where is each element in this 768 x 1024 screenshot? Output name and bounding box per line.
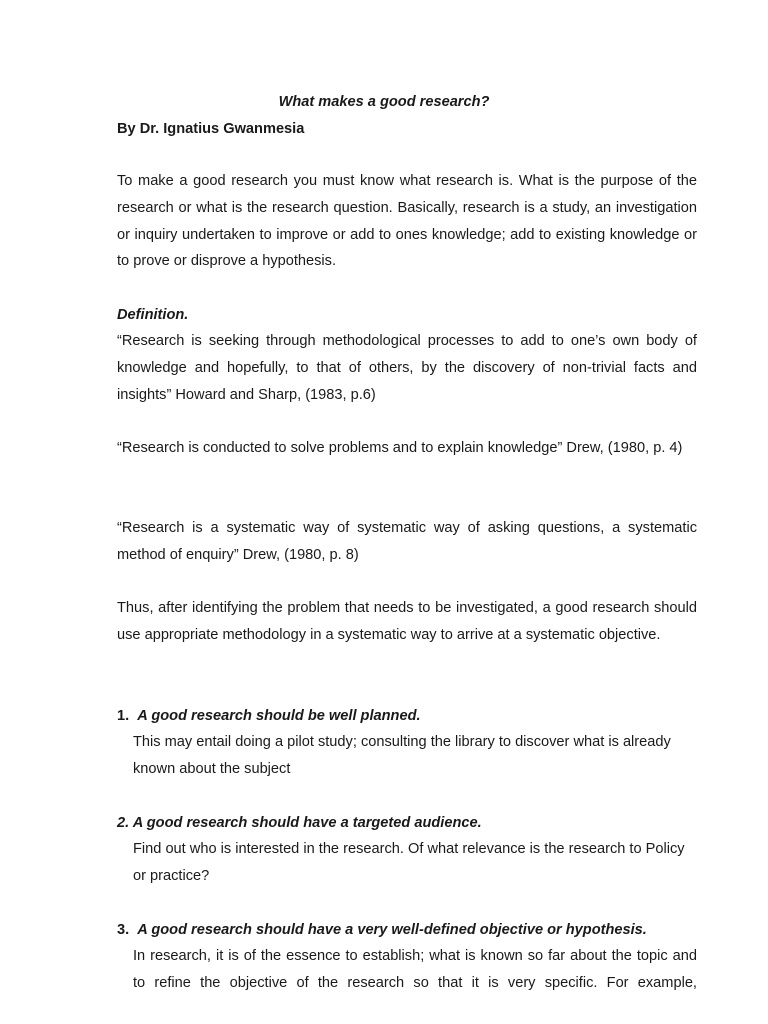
point-1-title: A good research should be well planned. — [137, 708, 421, 724]
definition-quote-1: “Research is seeking through methodological processes to add to one’s own body of knowledge and hopefully, to that of others, by the discovery of non-trivial facts and insights” Howard and Sharp, (1983, p.6) — [117, 333, 697, 403]
point-3-number: 3. — [117, 922, 130, 938]
point-1-number: 1. — [117, 708, 130, 724]
point-2-body: Find out who is interested in the research. Of what relevance is the research to Policy or practice? — [133, 841, 685, 884]
point-2-number: 2. — [117, 815, 130, 831]
summary-paragraph: Thus, after identifying the problem that needs to be investigated, a good research should use appropriate methodology in a systematic way to arrive at a systematic objective. — [117, 600, 697, 643]
point-3-title: A good research should have a very well-defined objective or hypothesis. — [137, 922, 647, 938]
document-title: What makes a good research? — [278, 94, 490, 110]
definition-quote-3: “Research is a systematic way of systematic way of asking questions, a systematic method of enquiry” Drew, (1980, p. 8) — [117, 520, 697, 563]
intro-paragraph: To make a good research you must know what research is. What is the purpose of the research or what is the research question. Basically, research is a study, an investigation or inquiry undertaken to improve or add to ones knowledge; add to existing knowledge or to prove or disprove a hypothesis. — [117, 173, 697, 270]
document-author: By Dr. Ignatius Gwanmesia — [117, 121, 305, 137]
point-1-heading — [117, 707, 421, 725]
point-3-heading — [117, 921, 647, 939]
definition-heading: Definition. — [117, 307, 189, 323]
definition-quote-2: “Research is conducted to solve problems and to explain knowledge” Drew, (1980, p. 4) — [117, 440, 683, 456]
point-2-title: A good research should have a targeted audience. — [132, 815, 482, 831]
point-1-body: This may entail doing a pilot study; consulting the library to discover what is already known about the subject — [133, 734, 671, 777]
point-3-body: In research, it is of the essence to establish; what is known so far about the topic and to refine the objective of the research so that it is very specific. For example, — [133, 948, 697, 991]
point-2-heading — [117, 814, 482, 832]
